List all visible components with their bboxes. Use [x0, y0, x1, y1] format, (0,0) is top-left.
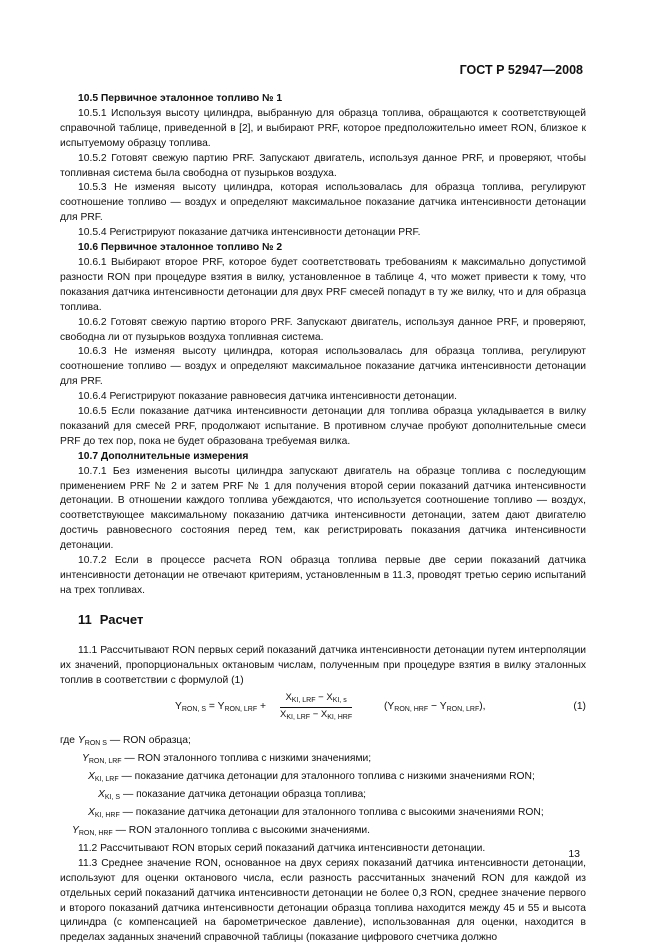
para-10-7-2: 10.7.2 Если в процессе расчета RON образца топлива первые две серии показаний датчика интенсивности детонации не отвечают критериям, установленным в 11.3, проводят третью серию испытаний на трех топливах.: [60, 555, 586, 596]
para-10-6-3: 10.6.3 Не изменяя высоту цилиндра, которая использовалась для образца топлива, регулируют соотношение топливо — воздух и определяют максимальное показание датчика интенсивности детонации для PRF.: [60, 346, 586, 388]
definition-row: $X_{KI, S}$ — показание датчика детонации образца топлива;: [98, 789, 367, 802]
para-11-1: 11.1 Рассчитывают RON первых серий показаний датчика интенсивности детонации путем интерполяции их значений, пропорциональных октановым числам, полученным при процедуре взятия в вилку эталонных топлив в соответствии с формулой (1): [60, 644, 586, 686]
page-number: 13: [568, 848, 580, 860]
definition-row: $Y_{RON, LRF}$ — RON эталонного топлива с низкими значениями;: [82, 753, 372, 766]
heading-10-5: 10.5 Первичное эталонное топливо № 1: [78, 93, 283, 104]
para-10-5-4: 10.5.4 Регистрируют показание датчика интенсивности детонации PRF.: [78, 227, 421, 239]
definition-row: $X_{KI, HRF}$ — показание датчика детонации для эталонного топлива с высокими значениями RON;: [88, 807, 544, 820]
heading-10-6: 10.6 Первичное эталонное топливо № 2: [78, 242, 283, 254]
heading-section-11: [60, 613, 586, 628]
para-11-2: 11.2 Рассчитывают RON вторых серий показаний датчика интенсивности детонации.: [78, 842, 486, 854]
para-10-5-2: 10.5.2 Готовят свежую партию PRF. Запускают двигатель, используя данное PRF, и проверяют, чтобы топливная система была свободна от пузырьков воздуха.: [60, 152, 586, 179]
para-10-7-1: 10.7.1 Без изменения высоты цилиндра запускают двигатель на образце топлива с последующим применением PRF № 2 и затем PRF № 1 для получения второй серии показаний датчика интенсивности детонации. В отношении каждого топлива убеждаются, что используется соотношение топливо — воздух, соответствующее максимальному показанию датчика интенсивности детонации, затем дают двигателю достичь равновесного состояния перед тем, как регистрировать показания датчика интенсивности детонации.: [60, 465, 586, 552]
fraction-denominator: $X_{KI, LRF} - X_{KI, HRF}$: [280, 709, 353, 722]
fraction-numerator: $X_{KI, LRF} - X_{KI, s}$: [280, 691, 352, 708]
para-10-6-5: 10.6.5 Если показание датчика интенсивности детонации для топлива образца укладывается в вилку показаний для смесей PRF, продолжают испытание. В противном случае пробуют дополнительные смеси PRF до тех пор, пока не будет образована требуемая вилка.: [60, 406, 586, 447]
para-10-6-4: 10.6.4 Регистрируют показание равновесия датчика интенсивности детонации.: [78, 391, 457, 403]
symbol-definitions: [60, 734, 586, 841]
formula-fraction: [280, 691, 352, 725]
formula-1: [60, 691, 586, 729]
definition-row: $X_{KI, LRF}$ — показание датчика детонации для эталонного топлива с низкими значениями RON;: [88, 771, 535, 784]
formula-lhs: $Y_{RON, S} = Y_{RON, LRF}$ +: [175, 701, 266, 714]
page-body: [60, 92, 586, 946]
section-11-number: 11: [78, 611, 92, 627]
document-number-header: ГОСТ Р 52947—2008: [459, 63, 583, 77]
definition-row: $Y_{RON, HRF}$ — RON эталонного топлива с высокими значениями.: [72, 824, 371, 837]
heading-10-7: 10.7 Дополнительные измерения: [78, 450, 249, 462]
para-10-6-1: 10.6.1 Выбирают второе PRF, которое будет соответствовать требованиям к максимально допустимой разности RON при процедуре взятия в вилку, установленное в таблице 4, что может привести к тому, что показания датчика интенсивности детонации для двух PRF смесей попадут в ту же вилку, что и для образца топлива.: [60, 256, 586, 313]
para-11-3: 11.3 Среднее значение RON, основанное на двух сериях показаний датчика интенсивности детонации, используют для оценки октанового числа, если разность рассчитанных значений RON для каждой из отдельных серий показаний датчика интенсивности детонации не более 0,3 RON, среднее значение первого и второго показаний датчика интенсивности детонации образца топлива находится между 45 и 55 и высота цилиндра (с компенсацией на барометрическое давление), использованная для оценки, находится в пределах заданных значений справочной таблицы (показание цифрового счетчика должно: [60, 857, 586, 944]
formula-number: (1): [573, 701, 586, 713]
section-11-title: Расчет: [99, 611, 144, 627]
para-10-6-2: 10.6.2 Готовят свежую партию второго PRF. Запускают двигатель, используя данное PRF, и проверяют, свободна ли от пузырьков воздуха топливная система.: [60, 316, 586, 343]
para-10-5-3: 10.5.3 Не изменяя высоту цилиндра, которая использовалась для образца топлива, регулируют соотношение топливо — воздух и определяют максимальное показание датчика интенсивности детонации для PRF.: [60, 182, 586, 224]
formula-rhs: $(Y_{RON, HRF} - Y_{RON, LRF})$,: [384, 701, 486, 714]
definition-row: где $Y_{RON S}$ — RON образца;: [60, 735, 191, 748]
para-10-5-1: 10.5.1 Используя высоту цилиндра, выбранную для образца топлива, обращаются к соответствующей справочной таблице, приведенной в [2], и выбирают PRF, которое предположительно имеет RON, близкое к испытуемому образцу топлива.: [60, 107, 586, 149]
